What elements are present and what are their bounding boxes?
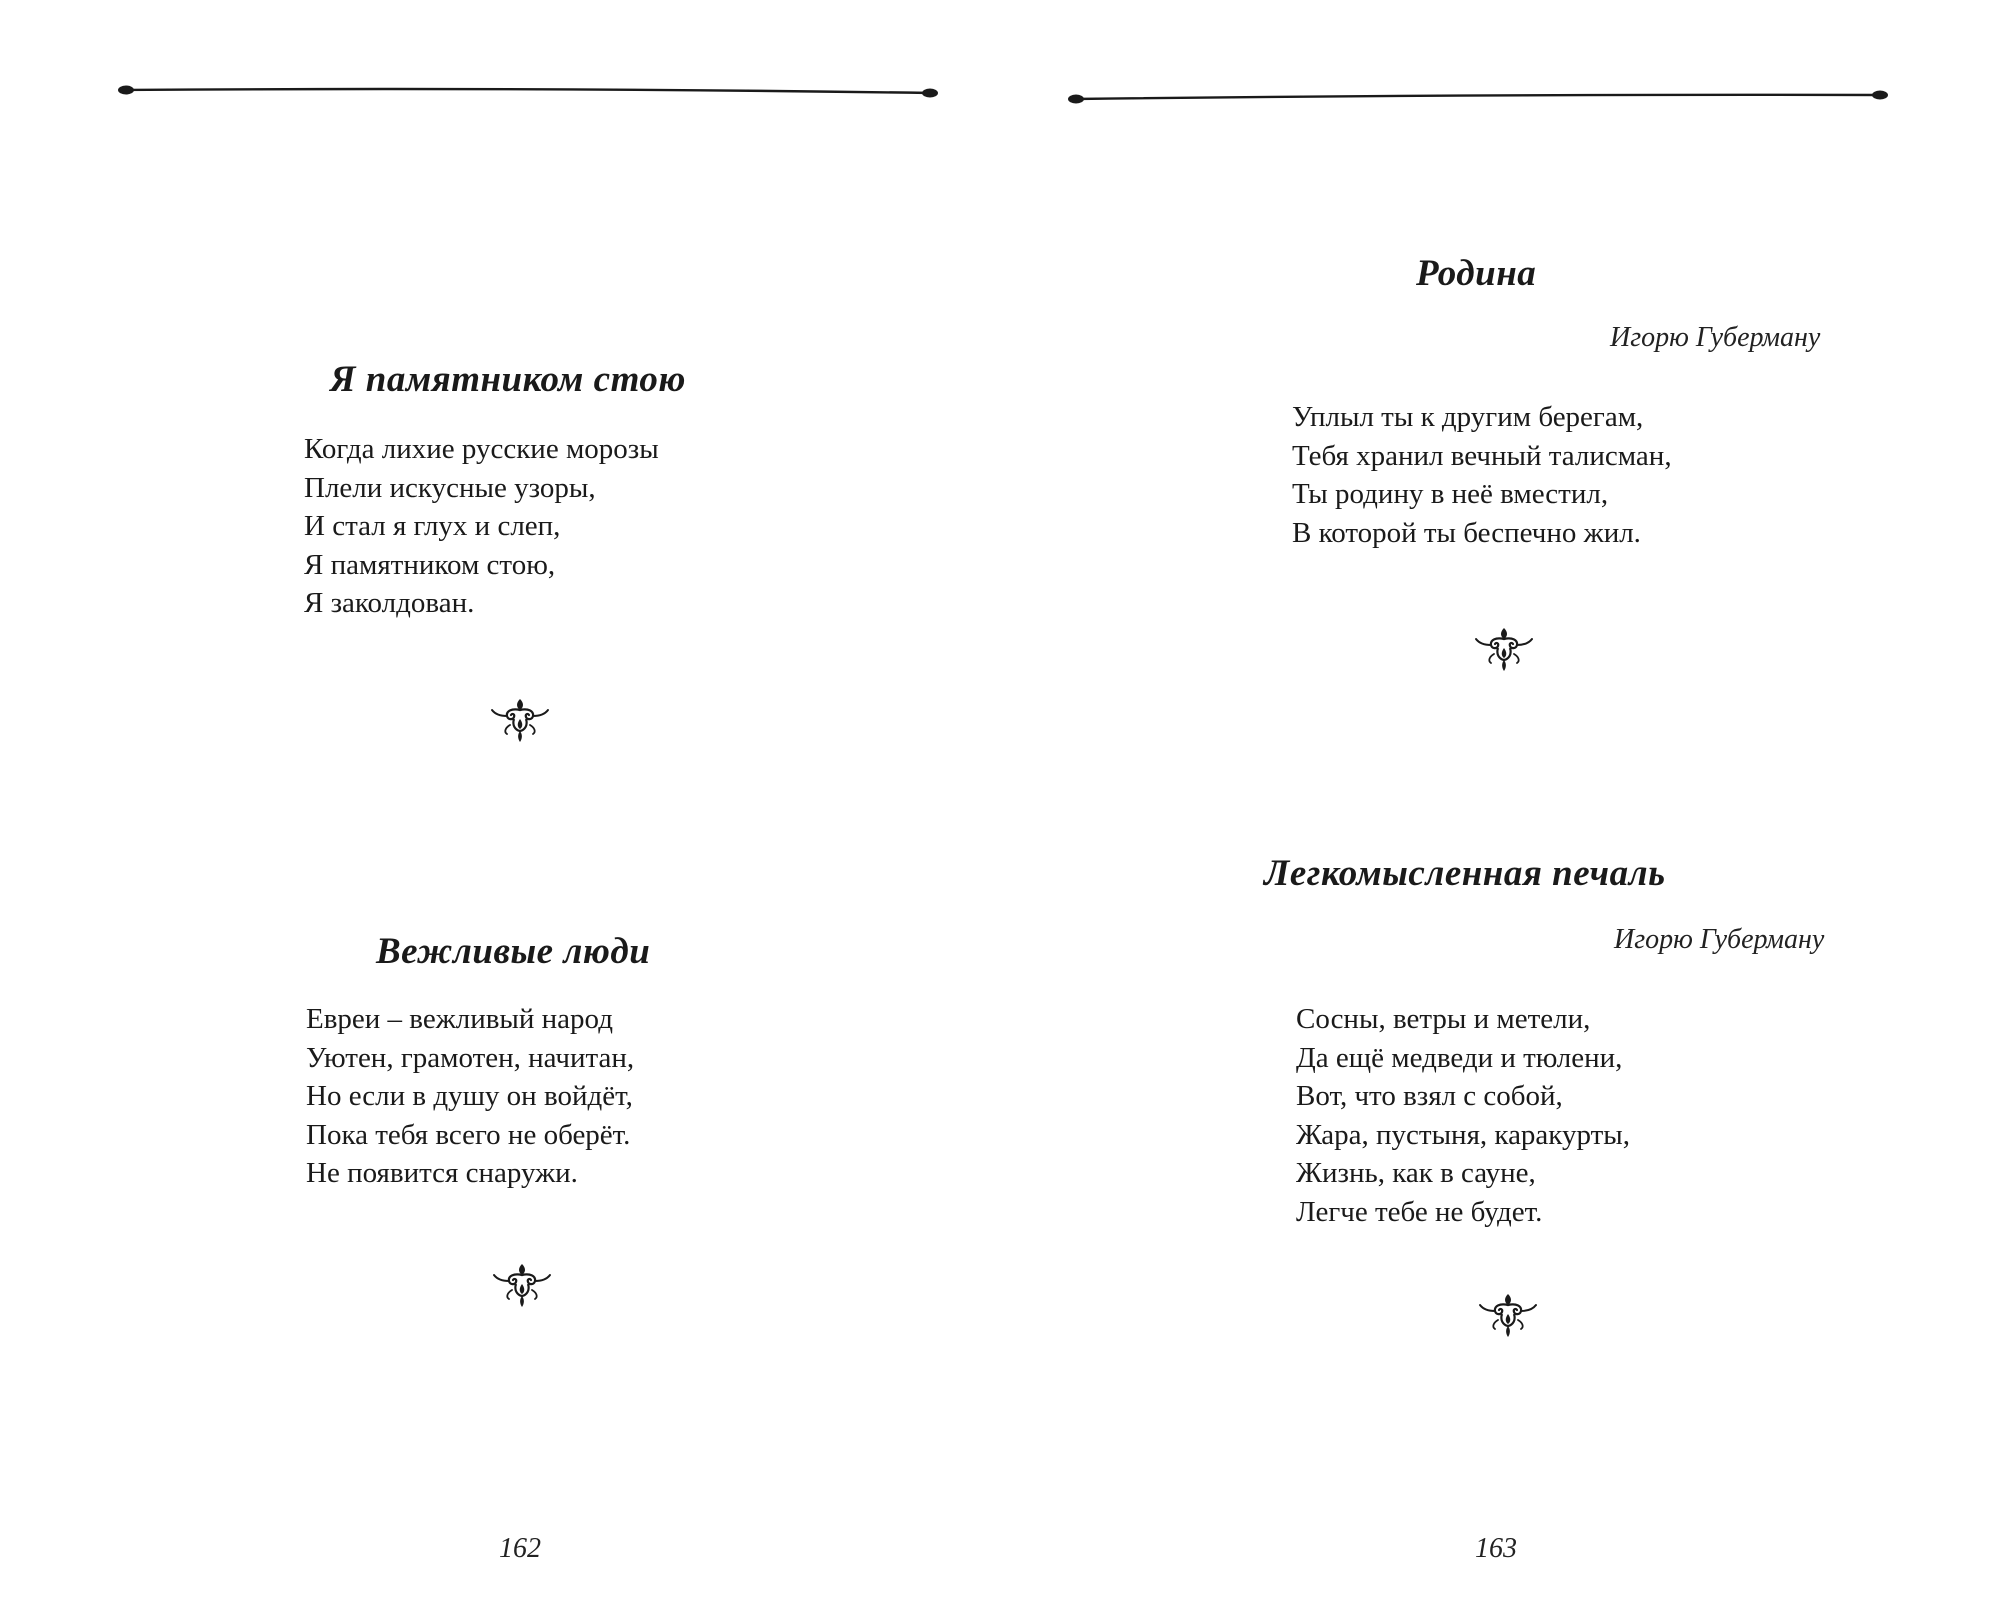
verse-line: Сосны, ветры и метели, [1296,1003,1591,1035]
poem-title: Легкомысленная печаль [1264,853,1666,894]
verse-line: В которой ты беспечно жил. [1292,516,1641,549]
fleuron-icon [1478,1290,1538,1340]
right-page [1000,0,2000,1614]
verse-line: И стал я глух и слеп, [304,510,561,542]
poem-title: Я памятником стою [330,359,686,400]
header-rule [1068,86,1888,106]
page-number: 162 [499,1533,541,1564]
verse-line: Евреи – вежливый народ [306,1003,613,1035]
poem-verse [1296,1000,1630,1231]
page-number: 163 [1475,1533,1517,1564]
verse-line: Жара, пустыня, каракурты, [1296,1118,1631,1151]
fleuron-icon [1474,624,1534,674]
verse-line: Уютен, грамотен, начитан, [306,1041,635,1074]
poem-verse [1292,398,1672,552]
verse-line: Но если в душу он войдёт, [306,1080,633,1112]
fleuron-icon [490,695,550,745]
verse-line: Когда лихие русские морозы [304,433,659,465]
dedication: Игорю Губерману [1610,322,1821,353]
fleuron-icon [492,1260,552,1310]
verse-line: Вот, что взял с собой, [1296,1080,1563,1112]
verse-line: Тебя хранил вечный талисман, [1292,439,1672,472]
poem-verse [304,430,659,623]
verse-line: Ты родину в неё вместил, [1292,478,1609,510]
verse-line: Не появится снаружи. [306,1157,578,1189]
verse-line: Легче тебе не будет. [1296,1195,1543,1228]
verse-line: Пока тебя всего не оберёт. [306,1118,631,1151]
verse-line: Да ещё медведи и тюлени, [1296,1041,1623,1074]
header-rule [118,80,938,100]
poem-title: Родина [1416,253,1537,294]
poem-verse [306,1000,634,1193]
verse-line: Я памятником стою, [304,548,556,581]
poem-title: Вежливые люди [376,931,651,972]
verse-line: Жизнь, как в сауне, [1296,1157,1536,1189]
verse-line: Уплыл ты к другим берегам, [1292,401,1644,433]
verse-line: Плели искусные узоры, [304,471,596,504]
verse-line: Я заколдован. [304,587,475,619]
dedication: Игорю Губерману [1614,924,1825,955]
